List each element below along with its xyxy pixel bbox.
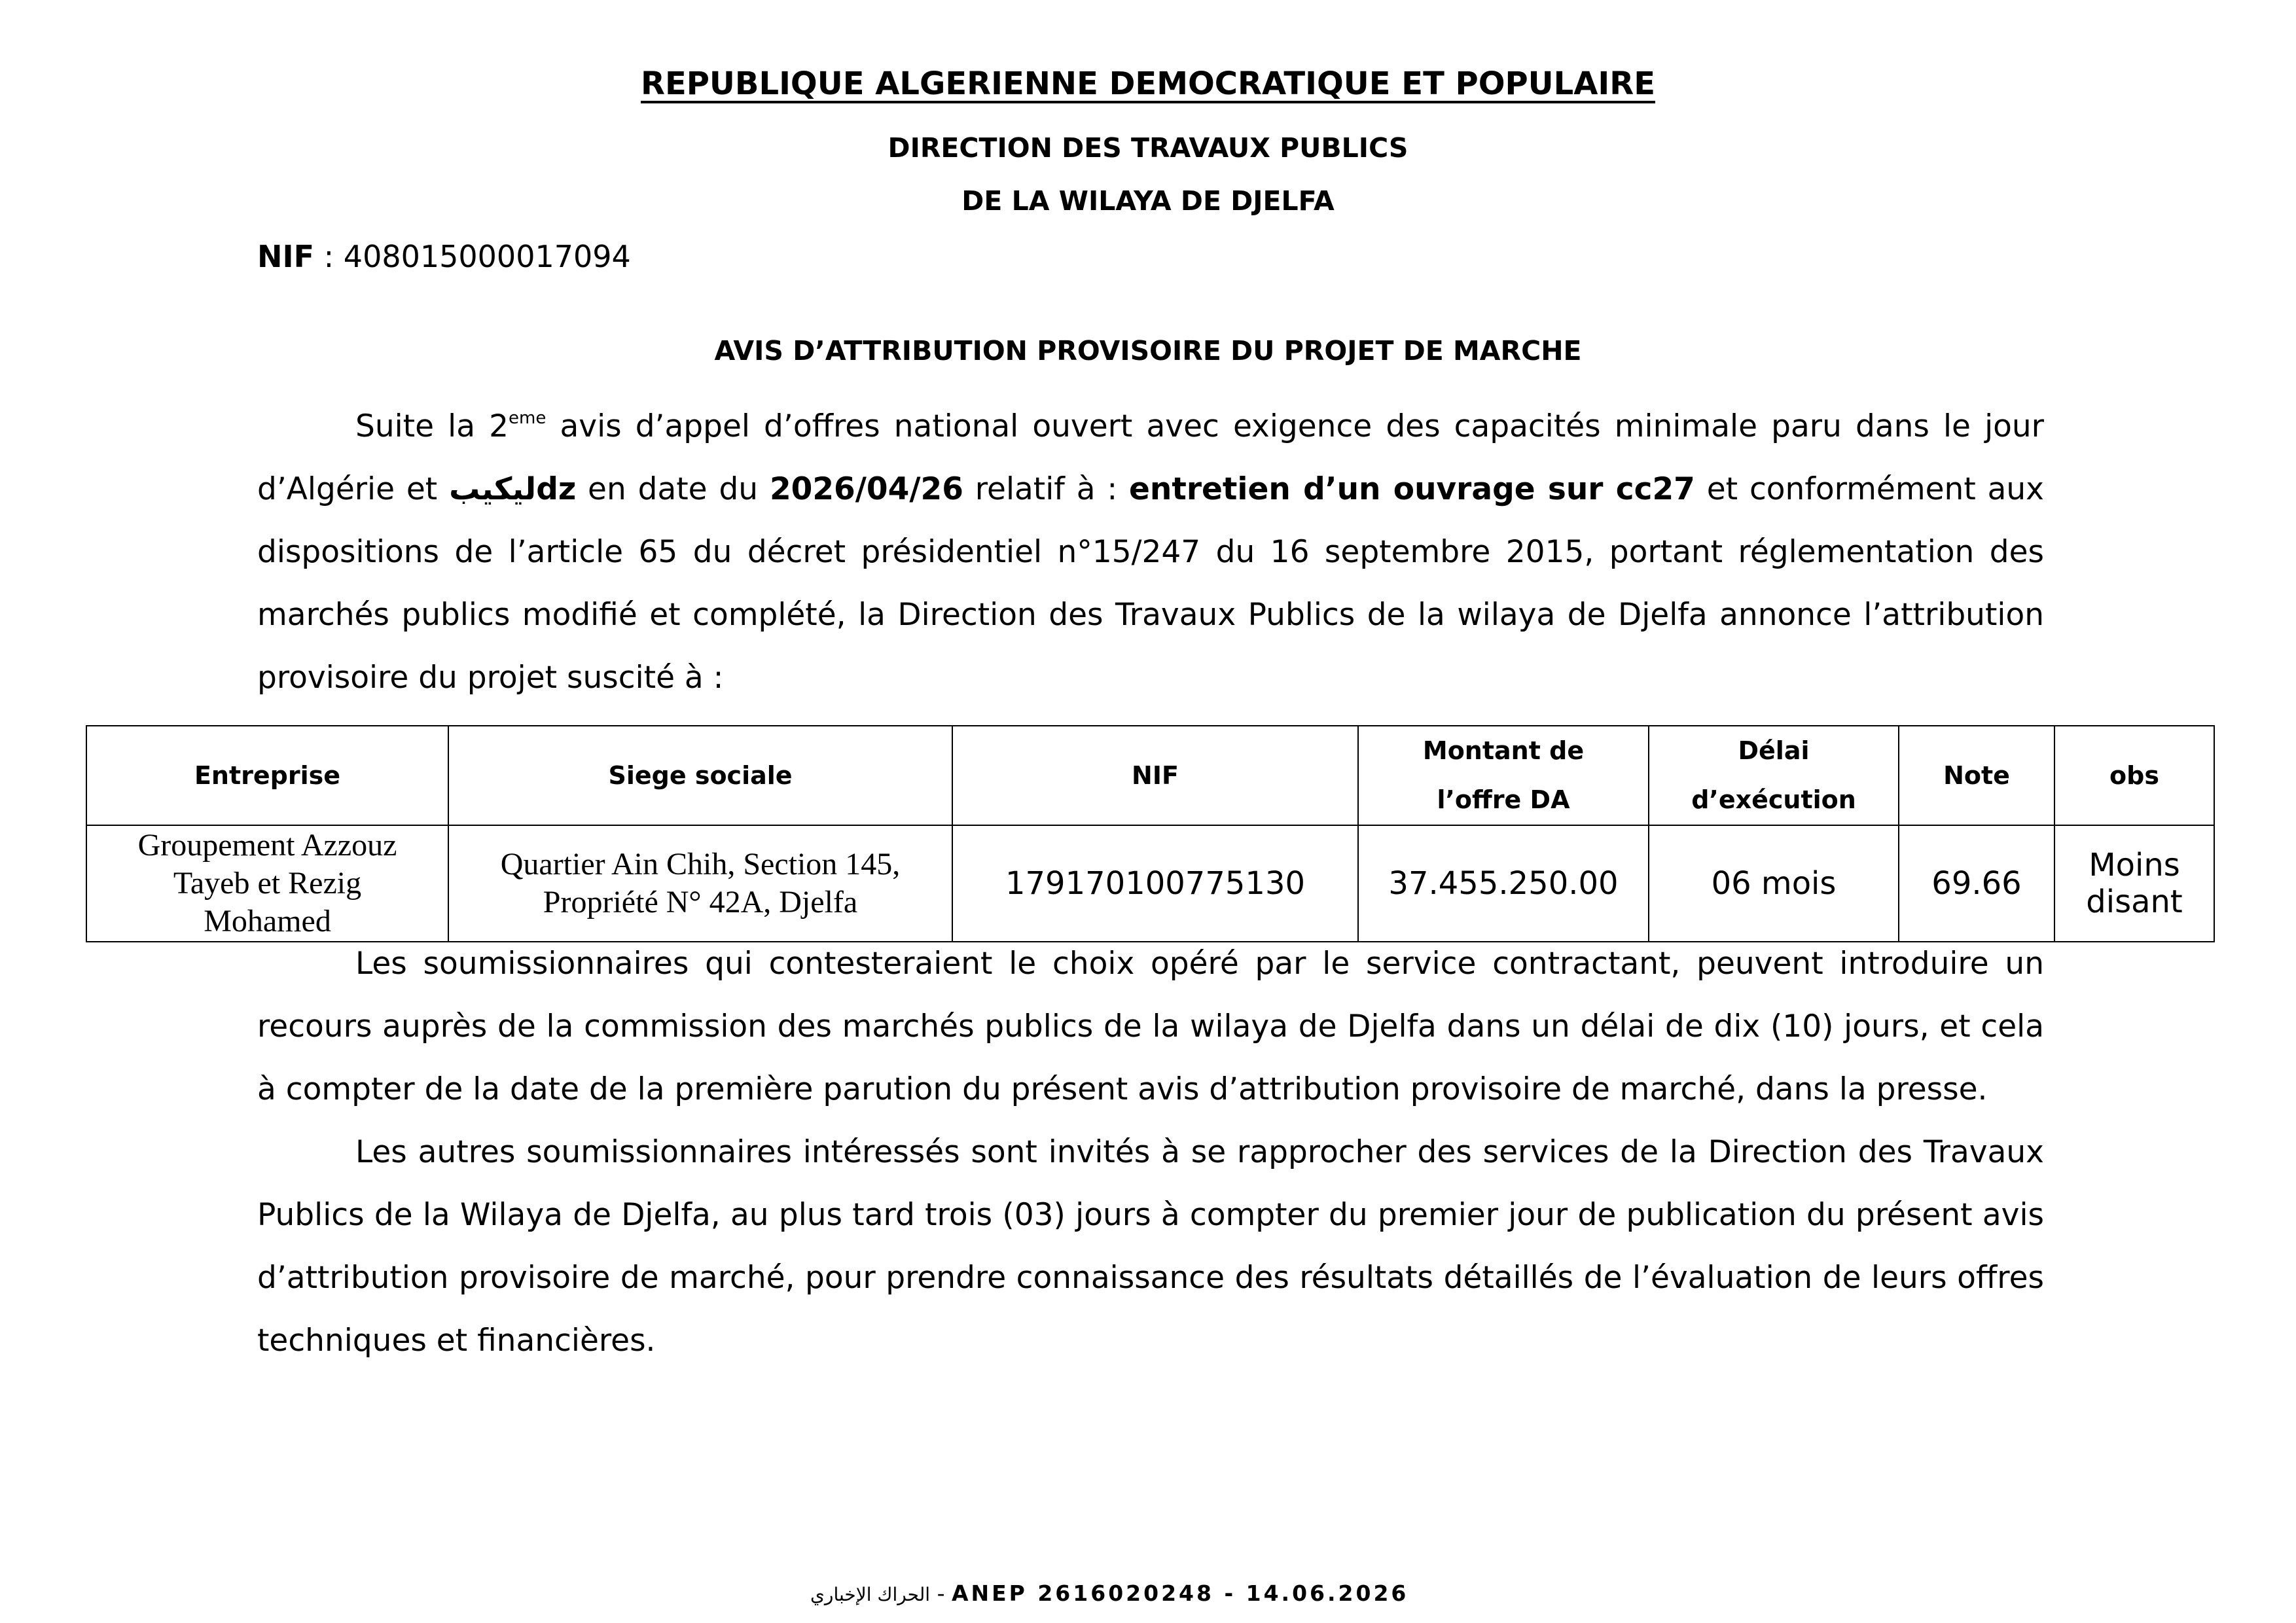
entreprise-line1: Groupement Azzouz (137, 828, 397, 863)
header-obs: obs (2054, 726, 2214, 825)
header-delai (1649, 726, 1899, 825)
header-delai-line1: Délai (1738, 736, 1810, 765)
nif-label: NIF (257, 239, 315, 274)
wilaya-heading: DE LA WILAYA DE DJELFA (961, 185, 1335, 217)
footer-reference (810, 1580, 1408, 1606)
republic-heading: REPUBLIQUE ALGERIENNE DEMOCRATIQUE ET POPULAIRE (640, 65, 1655, 102)
intro-text-5: et conformément aux dispositions de l’article 65 du décret présidentiel n°15/247 du 16 septembre 2015, portant réglementation des marchés publics modifié et complété, la Direction des Travaux Publics de la wilaya de Djelfa annonce l’attribution provisoire du projet suscité à : (257, 471, 2044, 696)
header-nif: NIF (952, 726, 1358, 825)
autres-paragraph: Les autres soumissionnaires intéressés sont invités à se rapprocher des services de la Direction des Travaux Publics de la Wilaya de Djelfa, au plus tard trois (03) jours à compter du premier jour de publication du présent avis d’attribution provisoire de marché, pour prendre connaissance des résultats détaillés de l’évaluation de leurs offres techniques et financières. (257, 1134, 2044, 1359)
entreprise-line3: Mohamed (204, 904, 331, 938)
cell-entreprise (86, 825, 448, 942)
obs-line1: Moins (2089, 847, 2180, 883)
cell-montant: 37.455.250.00 (1358, 825, 1649, 942)
siege-line2: Propriété N° 42A, Djelfa (543, 885, 858, 919)
header-entreprise: Entreprise (86, 726, 448, 825)
intro-text-2: avis d’appel d’offres national ouvert avec exigence des capacités minimale paru dans le jour d’Algérie et (257, 408, 2045, 507)
intro-source: ليكيبdz (449, 471, 577, 507)
footer-anep-code: ANEP 2616020248 - 14.06.2026 (951, 1580, 1409, 1606)
intro-text-4: relatif à : (963, 471, 1130, 507)
cell-note: 69.66 (1899, 825, 2054, 942)
footer-newspaper: الحراك الإخباري (810, 1584, 931, 1605)
direction-heading: DIRECTION DES TRAVAUX PUBLICS (888, 132, 1408, 164)
intro-text-1: Suite la 2 (355, 408, 509, 444)
cell-nif: 179170100775130 (952, 825, 1358, 942)
cell-siege (448, 825, 952, 942)
header-montant-line1: Montant de (1422, 736, 1585, 765)
header-montant (1358, 726, 1649, 825)
header-note: Note (1899, 726, 2054, 825)
header-delai-line2: d’exécution (1691, 785, 1856, 814)
cell-delai: 06 mois (1649, 825, 1899, 942)
intro-object: entretien d’un ouvrage sur cc27 (1129, 471, 1695, 507)
header-siege: Siege sociale (448, 726, 952, 825)
cell-obs (2054, 825, 2214, 942)
entreprise-line2: Tayeb et Rezig (173, 866, 362, 901)
obs-line2: disant (2086, 883, 2183, 920)
table-header-row (86, 726, 2214, 825)
closing-paragraphs (257, 933, 2044, 1372)
nif-value: 408015000017094 (343, 239, 631, 274)
intro-text-3: en date du (576, 471, 770, 507)
intro-paragraph (257, 395, 2044, 709)
intro-superscript: eme (509, 408, 547, 428)
notice-title: AVIS D’ATTRIBUTION PROVISOIRE DU PROJET DE MARCHE (714, 335, 1582, 366)
nif-separator: : (314, 239, 344, 274)
intro-date: 2026/04/26 (769, 471, 963, 507)
table-row (86, 825, 2214, 942)
siege-line1: Quartier Ain Chih, Section 145, (500, 847, 901, 882)
recours-paragraph: Les soumissionnaires qui contesteraient le choix opéré par le service contractant, peuvent introduire un recours auprès de la commission des marchés publics de la wilaya de Djelfa dans un délai de dix (10) jours, et cela à compter de la date de la première parution du présent avis d’attribution provisoire de marché, dans la presse. (257, 946, 2044, 1107)
footer-separator: - (930, 1580, 952, 1606)
header-montant-line2: l’offre DA (1437, 785, 1570, 814)
award-table (86, 725, 2215, 942)
nif-line (257, 239, 631, 274)
